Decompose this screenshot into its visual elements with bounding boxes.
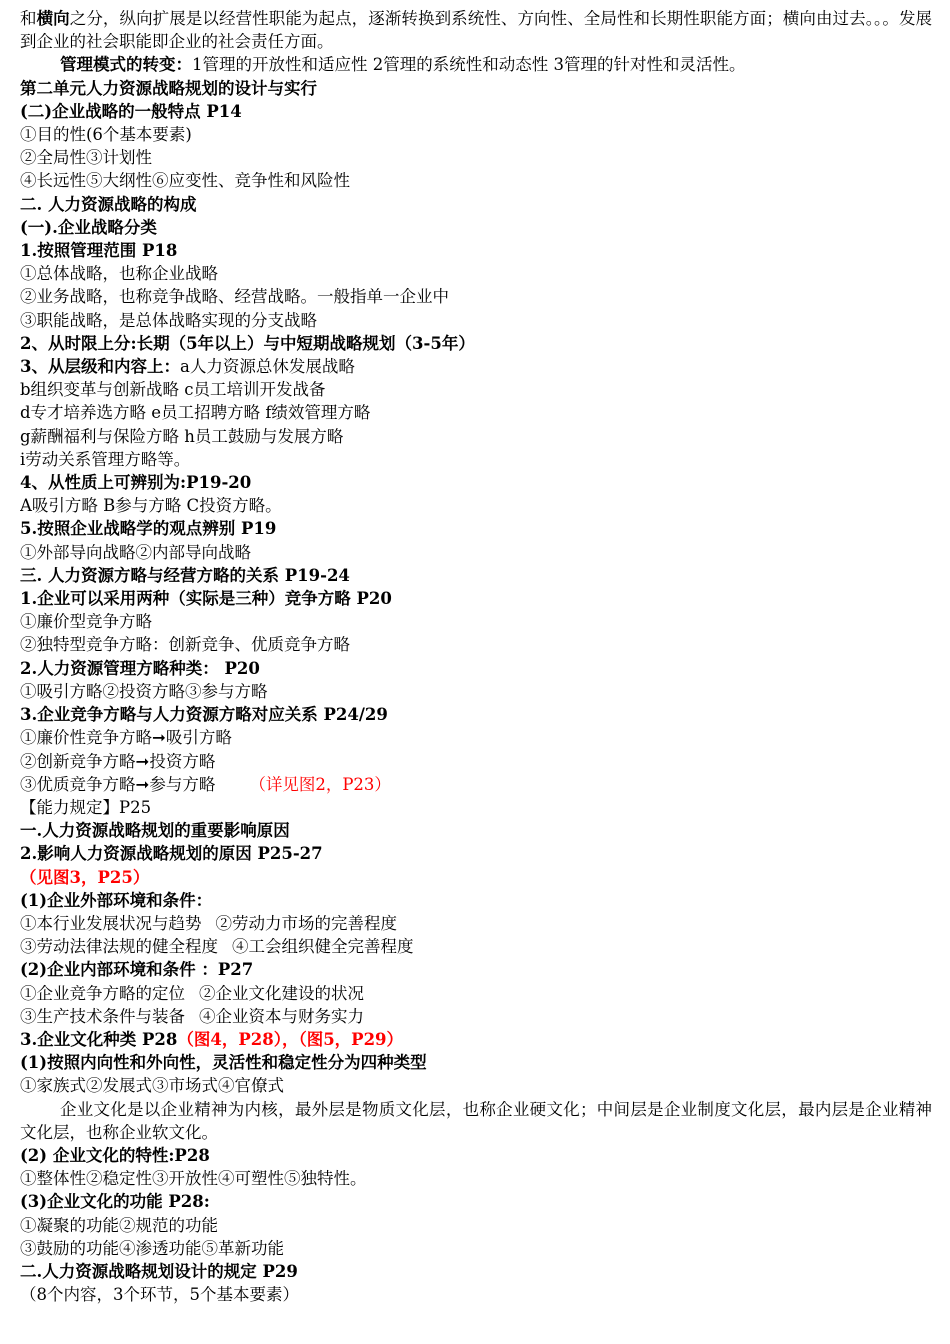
figure-reference: （图4，P28），（图5，P29） bbox=[177, 1029, 404, 1049]
list-item: i劳动关系管理方略等。 bbox=[20, 449, 191, 469]
subsection-heading: (1)按照内向性和外向性，灵活性和稳定性分为四种类型 bbox=[20, 1053, 427, 1073]
section-heading: (二)企业战略的一般特点 P14 bbox=[20, 101, 242, 121]
note-line: （8个内容，3个环节，5个基本要素） bbox=[20, 1285, 299, 1305]
section-heading: 一.人力资源战略规划的重要影响原因 bbox=[20, 821, 290, 841]
list-item: b组织变革与创新战略 c员工培训开发战备 bbox=[20, 380, 326, 400]
list-item: ①总体战略，也称企业战略 bbox=[20, 264, 218, 284]
section-heading: (一).企业战略分类 bbox=[20, 217, 157, 237]
subsection-heading: 1.按照管理范围 P18 bbox=[20, 241, 178, 261]
subsection-heading-text: 3.企业文化种类 P28 bbox=[20, 1029, 178, 1049]
subsection-heading: 4、从性质上可辨别为:P19-20 bbox=[20, 473, 252, 493]
figure-reference: （详见图2，P23） bbox=[249, 774, 391, 794]
subsection-heading: 1.企业可以采用两种（实际是三种）竞争方略 P20 bbox=[20, 589, 392, 609]
subsection-heading: (2)企业内部环境和条件 ：P27 bbox=[20, 960, 254, 980]
list-item-pair bbox=[20, 912, 932, 935]
subsection-heading: 2.影响人力资源战略规划的原因 P25-27 bbox=[20, 844, 323, 864]
subsection-heading: (2) 企业文化的特性:P28 bbox=[20, 1145, 210, 1165]
list-item: ③鼓励的功能④渗透功能⑤革新功能 bbox=[20, 1238, 284, 1258]
subsection-text: a人力资源总休发展战略 bbox=[179, 357, 355, 377]
list-item: ④企业资本与财务实力 bbox=[199, 1006, 364, 1026]
list-item: ②创新竞争方略➞投资方略 bbox=[20, 751, 216, 771]
document-page bbox=[20, 7, 932, 1306]
management-mode-label: 管理模式的转变： bbox=[60, 55, 192, 75]
list-item: ②全局性③计划性 bbox=[20, 148, 152, 168]
list-item: ④工会组织健全完善程度 bbox=[232, 937, 414, 957]
intro-paragraph bbox=[20, 7, 932, 53]
intro-bold-word: 横向 bbox=[36, 9, 70, 28]
management-mode-text: 1管理的开放性和适应性 2管理的系统性和动态性 3管理的针对性和灵活性。 bbox=[192, 55, 746, 75]
list-item: ②独特型竞争方略：创新竞争、优质竞争方略 bbox=[20, 635, 350, 655]
list-item: ③生产技术条件与装备 bbox=[20, 1006, 185, 1026]
list-item: A吸引方略 B参与方略 C投资方略。 bbox=[20, 496, 282, 516]
list-item: ③职能战略，是总体战略实现的分支战略 bbox=[20, 310, 317, 330]
list-item: ①廉价性竞争方略➞吸引方略 bbox=[20, 728, 232, 748]
intro-prefix: 和 bbox=[20, 9, 37, 28]
section-heading: 二.人力资源战略规划设计的规定 P29 bbox=[20, 1261, 298, 1281]
list-item-with-reference bbox=[20, 773, 932, 796]
subsection-heading-with-reference bbox=[20, 1028, 932, 1051]
list-item: ②业务战略，也称竞争战略、经营战略。一般指单一企业中 bbox=[20, 287, 449, 307]
intro-text: 之分，纵向扩展是以经营性职能为起点，逐渐转换到系统性、方向性、全局性和长期性职能方面；横向由过去。。。发展到企业的社会职能即企业的社会责任方面。 bbox=[20, 9, 932, 52]
list-item: ②企业文化建设的状况 bbox=[199, 983, 364, 1003]
management-mode-change bbox=[20, 53, 932, 76]
figure-reference: （见图3，P25） bbox=[20, 867, 150, 887]
list-item: ①整体性②稳定性③开放性④可塑性⑤独特性。 bbox=[20, 1169, 367, 1189]
subsection-heading: 5.按照企业战略学的观点辨别 P19 bbox=[20, 519, 277, 539]
list-item: ①吸引方略②投资方略③参与方略 bbox=[20, 681, 268, 701]
subsection-heading: 3.企业竞争方略与人力资源方略对应关系 P24/29 bbox=[20, 705, 388, 725]
subsection-heading: 2.人力资源管理方略种类： P20 bbox=[20, 658, 260, 678]
list-item: ①廉价型竞争方略 bbox=[20, 612, 152, 632]
list-item-text: ③优质竞争方略➞参与方略 bbox=[20, 774, 216, 794]
unit-heading: 第二单元人力资源战略规划的设计与实行 bbox=[20, 78, 317, 98]
list-item: ①外部导向战略②内部导向战略 bbox=[20, 542, 251, 562]
section-heading: 三. 人力资源方略与经营方略的关系 P19-24 bbox=[20, 565, 350, 585]
body-paragraph: 企业文化是以企业精神为内核，最外层是物质文化层，也称企业硬文化；中间层是企业制度文化层，最内层是企业精神文化层，也称企业软文化。 bbox=[20, 1099, 932, 1142]
list-item-pair bbox=[20, 935, 932, 958]
section-heading: 二. 人力资源战略的构成 bbox=[20, 194, 197, 214]
subsection-heading: (3)企业文化的功能 P28: bbox=[20, 1192, 210, 1212]
subsection-label: 3、从层级和内容上： bbox=[20, 357, 180, 377]
list-item: ③劳动法律法规的健全程度 bbox=[20, 937, 218, 957]
subsection-heading: 2、从时限上分:长期（5年以上）与中短期战略规划（3-5年） bbox=[20, 333, 475, 353]
list-item: ①家族式②发展式③市场式④官僚式 bbox=[20, 1076, 284, 1096]
list-item: ①本行业发展状况与趋势 bbox=[20, 913, 202, 933]
list-item: ①凝聚的功能②规范的功能 bbox=[20, 1215, 218, 1235]
list-item: ②劳动力市场的完善程度 bbox=[215, 913, 397, 933]
list-item-pair bbox=[20, 1005, 932, 1028]
list-item-pair bbox=[20, 982, 932, 1005]
list-item: g薪酬福利与保险方略 h员工鼓励与发展方略 bbox=[20, 426, 344, 446]
section-label: 【能力规定】P25 bbox=[20, 797, 152, 817]
subsection-heading: (1)企业外部环境和条件： bbox=[20, 890, 213, 910]
list-item: ①企业竞争方略的定位 bbox=[20, 983, 185, 1003]
list-item: ④长远性⑤大纲性⑥应变性、竞争性和风险性 bbox=[20, 171, 350, 191]
list-item: ①目的性(6个基本要素) bbox=[20, 125, 192, 145]
list-item: d专才培养选方略 e员工招聘方略 f绩效管理方略 bbox=[20, 403, 371, 423]
subsection-mixed bbox=[20, 355, 932, 378]
